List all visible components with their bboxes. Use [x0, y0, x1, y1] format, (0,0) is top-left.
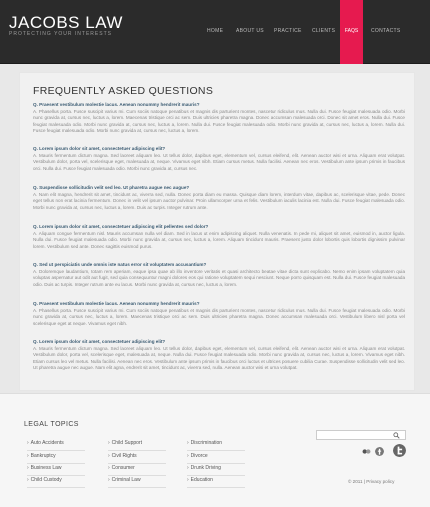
faq-answer: A. Aliquam congue fermentum nisl. Mauris accumsan nulla vel diam. Sed in lacus ut enim adipiscing aliquet. Nulla venenatis. In pede mi, aliquet sit amet, euismod in, auctor ligula. Nulla dui. Fusce feugiat malesuada odio. Morbi nunc gravida at, cursus nec, luctus a, lorem. Aliquam tincidunt mauris. Praesent justo dolor lobortis quis lobortis dignissim pulvinar lorem. Vestibulum sed ante. Donec sagittis euismod purus. [33, 231, 405, 249]
legal-link-bankruptcy[interactable]: › Bankruptcy [27, 453, 85, 464]
faq-item [33, 339, 405, 372]
faq-answer: A. Phasellus porta. Fusce suscipit varius mi. Cum sociis natoque penatibus et magnis dis parturient montes, nascetur ridiculus mus. Nulla dui. Fusce feugiat malesuada odio. Morbi nunc gravida at, cursus nec, luctus a, lorem. Maecenas tristique orci ac sem. Duis ultricies pharetra magna. Donec accumsan malesuada orci. Donec sit amet eros. Nulla dui. Fusce feugiat malesuada odio. Morbi nunc gravida at, cursus nec, luctus a, lorem. Nulla dui. Fusce feugiat malesuada odio. Morbi nunc gravida at, cursus nec, luctus a, lorem. Nulla dui. Fusce feugiat malesuada odio. Morbi nunc gravida at, cursus nec, luctus a, lorem. [33, 109, 405, 134]
legal-link-criminal-law[interactable]: › Criminal Law [108, 477, 166, 488]
main-content [19, 72, 415, 391]
legal-link-discrimination[interactable]: › Discrimination [187, 440, 245, 451]
legal-link-civil-rights[interactable]: › Civil Rights [108, 453, 166, 464]
logo[interactable] [9, 14, 123, 37]
faq-question: Q. Sed ut perspiciatis unde omnis iste natus error sit voluptatem accusantium? [33, 262, 207, 267]
search-icon[interactable] [393, 432, 400, 439]
nav-item-about-us[interactable]: ABOUT US [236, 28, 264, 34]
facebook-icon[interactable] [375, 447, 384, 456]
logo-name[interactable]: JACOBS LAW [9, 13, 123, 32]
nav-item-home[interactable]: HOME [207, 28, 224, 34]
faq-answer: A. Mauris fermentum dictum magna. Sed laoreet aliquam leo. Ut tellus dolor, dapibus eget, elementum vel, cursus eleifend, elit. Aenean auctor wisi et urna. Aliquam erat volutpat. Vestibulum dolor, porta vel, scelerisque eget, malesuada at, neque. Nulla dui. Fusce feugiat malesuada odio. Morbi nunc gravida at, cursus nec, luctus a, lorem. Vivamus eget nibh. Etiam cursus leo vel metus. Nulla facilisi. Aenean nec eros. Vestibulum ante ipsum primis in faucibus orci luctus et ultrices posuere cubilia Curae. Suspendisse sollicitudin velit sed leo. Ut pharetra augue nec augue. Nam elit agna, endrerit sit amet, tincidunt ac, viverra sed, nulla. Aenean auctor wisi et urna volutpat. [33, 346, 405, 371]
faq-item [33, 224, 405, 250]
faq-item [33, 102, 405, 135]
flickr-icon[interactable] [362, 447, 371, 456]
nav-item-faqs[interactable] [340, 0, 363, 64]
nav-label-faqs[interactable]: FAQS [344, 28, 359, 34]
faq-item [33, 301, 405, 327]
legal-link-drunk-driving[interactable]: › Drunk Driving [187, 465, 245, 476]
legal-link-auto-accidents[interactable]: › Auto Accidents [27, 440, 85, 451]
legal-link-child-custody[interactable]: › Child Custody [27, 477, 85, 488]
faq-question: Q. Lorem ipsum dolor sit amet, consectetuer adipiscing elit pellentes sed dolor? [33, 224, 209, 229]
faq-question: Q. Lorem ipsum dolor sit amet, consectetuer adipiscing elit? [33, 339, 166, 344]
faq-item [33, 146, 405, 172]
legal-link-business-law[interactable]: › Business Law [27, 465, 85, 476]
faq-question: Q. Praesent vestibulum molestie lacus. Aenean nonummy hendrerit mauris? [33, 102, 200, 107]
legal-link-divorce[interactable]: › Divorce [187, 453, 245, 464]
legal-link-education[interactable]: › Education [187, 477, 245, 488]
faq-item [33, 185, 405, 211]
twitter-icon[interactable] [393, 444, 406, 457]
site-footer [0, 393, 430, 507]
faq-question: Q. Praesent vestibulum molestie lacus. Aenean nonummy hendrerit mauris? [33, 301, 200, 306]
site-header [0, 0, 430, 64]
nav-item-contacts[interactable]: CONTACTS [371, 28, 401, 34]
faq-answer: A. Mauris fermentum dictum magna. Sed laoreet aliquam leo. Ut tellus dolor, dapibus eget, elementum vel, cursus eleifend, elit. Aenean auctor wisi et urna. Aliquam erat volutpat. Vestibulum dolor, porta vel, scelerisque eget, malesuada at, neque. Vivamus eget nibh. Etiam cursus metus. Nulla facilisi. Aenean nec eros. Vestibulum ante ipsum primis in faucibus orci. Nulla dui. Fusce feugiat malesuada odio. Morbi nunc gravida at, cursus nec. [33, 153, 405, 171]
faq-item [33, 262, 405, 288]
legal-link-child-support[interactable]: › Child Support [108, 440, 166, 451]
logo-tagline: PROTECTING YOUR INTERESTS [9, 31, 112, 37]
page-title: FREQUENTLY ASKED QUESTIONS [33, 85, 214, 97]
faq-answer: A. Doloremque laudantium, totam rem aperiam, eaque ipsa quae ab illo inventore veritatis et quasi architecto beatae vitae dicta sunt explicabo. Nemo enim ipsam voluptatem quia voluptas aspernatur aut odit aut fugit, sed quia consequuntur magni dolores eos qui ratione voluptatem sequi nesciunt. Neque porro quisquam est. Nulla dui. Fusce feugiat malesuada odio. Duis ac turpis. Integer rutrum ante eu lacus. Morbi nunc gravida at, cursus nec, luctus a, lorem. [33, 269, 405, 287]
faq-question: Q. Suspendisse sollicitudin velit sed leo. Ut pharetra augue nec augue? [33, 185, 190, 190]
faq-question: Q. Lorem ipsum dolor sit amet, consectetuer adipiscing elit? [33, 146, 166, 151]
faq-answer: A. Phasellus porta. Fusce suscipit varius mi. Cum sociis natoque penatibus et magnis dis parturient montes, nascetur ridiculus mus. Nulla dui. Fusce feugiat malesuada odio. Morbi nunc gravida at, cursus nec, luctus a, lorem. Maecenas tristique orci ac sem. Duis ultricies pharetra magna. Donec accumsan malesuada orci. Vestibulum libero nisl porta vel scelerisque eget at neque. Vivamus eget nibh. [33, 308, 405, 326]
faq-answer: A. Nam elit magna, hendrerit sit amet, tincidunt ac, viverra sed, nulla. Donec porta diam eu massa. Quisque diam lorem, interdum vitae, dapibus ac, scelerisque vitae, pede. Donec eget tellus non erat lacinia fermentum. Donec in velit vel ipsum auctor pulvinar. Proin ullamcorper urna et felis. Vestibulum iaculis lacinia est. Nulla dui. Fusce feugiat malesuada odio. Morbi nunc gravida at, cursus nec, luctus a, lorem. Duis ac turpis. Integer rutrum ante. [33, 192, 405, 210]
legal-topics-title: LEGAL TOPICS [24, 421, 79, 428]
legal-link-consumer[interactable]: › Consumer [108, 465, 166, 476]
nav-item-clients[interactable]: CLIENTS [312, 28, 336, 34]
nav-item-practice[interactable]: PRACTICE [274, 28, 302, 34]
copyright-text: © 2011 | Privacy policy [348, 479, 395, 484]
